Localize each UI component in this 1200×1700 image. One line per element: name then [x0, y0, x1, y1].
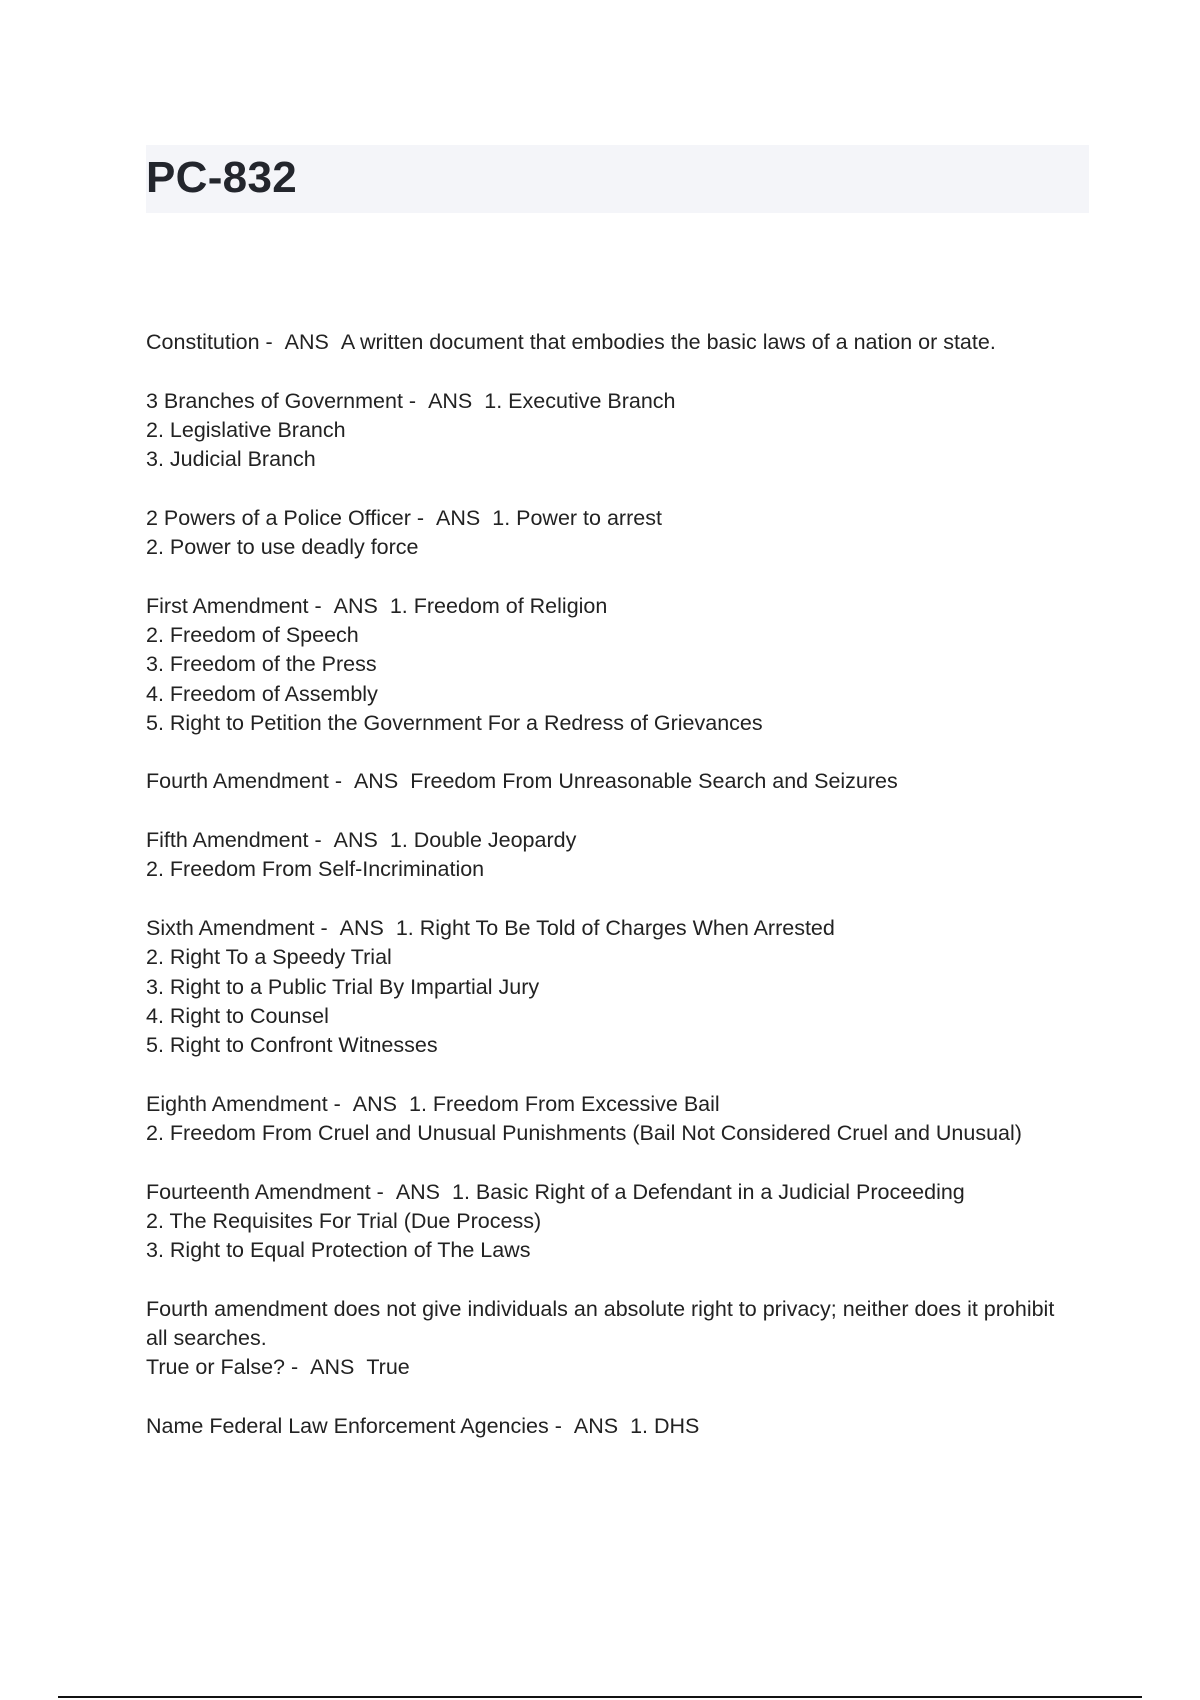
- question-line: Fourth amendment does not give individuals an absolute right to privacy; neither does it prohibit: [146, 1296, 1055, 1321]
- answer-text: 1. Right To Be Told of Charges When Arrested: [395, 915, 835, 940]
- answer-line: 2. The Requisites For Trial (Due Process): [146, 1208, 542, 1233]
- title-band: [146, 145, 1089, 213]
- qa-entry: [146, 1178, 1086, 1266]
- term: Fourth Amendment -: [146, 769, 342, 794]
- answer-line: 3. Freedom of the Press: [146, 652, 377, 677]
- term: Constitution -: [146, 330, 273, 354]
- qa-first-line: [146, 328, 1086, 357]
- term: Sixth Amendment -: [146, 915, 328, 940]
- qa-first-line: [146, 914, 1086, 943]
- ans-label: ANS: [333, 593, 378, 618]
- term: Name Federal Law Enforcement Agencies -: [146, 1413, 562, 1438]
- answer-line: 2. Freedom of Speech: [146, 622, 359, 647]
- answer-line: 2. Freedom From Cruel and Unusual Punishments (Bail Not Considered Cruel and Unusual): [146, 1121, 1022, 1146]
- answer-line: 4. Freedom of Assembly: [146, 681, 378, 706]
- qa-entry: [146, 767, 1086, 796]
- ans-label: ANS: [333, 828, 378, 853]
- term: First Amendment -: [146, 593, 322, 618]
- qa-first-line: [146, 826, 1086, 855]
- answer-line: 5. Right to Petition the Government For a Redress of Grievances: [146, 710, 763, 735]
- qa-first-line: [146, 1353, 1086, 1382]
- document-title: PC-832: [146, 153, 297, 202]
- ans-label: ANS: [339, 915, 384, 940]
- term: Eighth Amendment -: [146, 1091, 341, 1116]
- answer-line: 4. Right to Counsel: [146, 1003, 329, 1028]
- ans-label: ANS: [428, 388, 473, 413]
- ans-label: ANS: [284, 330, 329, 354]
- question-line: all searches.: [146, 1326, 267, 1351]
- qa-entry: [146, 592, 1086, 738]
- ans-label: ANS: [310, 1355, 355, 1380]
- answer-line: 3. Right to a Public Trial By Impartial Jury: [146, 974, 540, 999]
- term: 2 Powers of a Police Officer -: [146, 505, 425, 530]
- answer-text: 1. DHS: [630, 1413, 700, 1438]
- answer-text: A written document that embodies the basic laws of a nation or state.: [340, 330, 996, 354]
- ans-label: ANS: [395, 1179, 441, 1204]
- answer-line: 5. Right to Confront Witnesses: [146, 1033, 438, 1058]
- footer-rule: [58, 1696, 1142, 1698]
- answer-line: 2. Freedom From Self-Incrimination: [146, 857, 485, 882]
- qa-first-line: [146, 387, 1086, 416]
- qa-entry: [146, 1090, 1086, 1149]
- answer-text: 1. Basic Right of a Defendant in a Judicial Proceeding: [452, 1179, 965, 1204]
- answer-text: 1. Executive Branch: [484, 388, 676, 413]
- flashcard-list: [146, 328, 1086, 1471]
- term: 3 Branches of Government -: [146, 388, 417, 413]
- qa-entry: [146, 1295, 1086, 1383]
- answer-line: 2. Power to use deadly force: [146, 535, 419, 560]
- qa-entry: [146, 387, 1086, 475]
- answer-text: True: [366, 1355, 410, 1380]
- qa-entry: [146, 914, 1086, 1060]
- qa-first-line: [146, 767, 1086, 796]
- qa-first-line: [146, 1412, 1086, 1441]
- answer-text: 1. Freedom From Excessive Bail: [409, 1091, 720, 1116]
- qa-first-line: [146, 1090, 1086, 1119]
- answer-text: 1. Double Jeopardy: [389, 828, 577, 853]
- ans-label: ANS: [436, 505, 481, 530]
- answer-text: 1. Freedom of Religion: [389, 593, 608, 618]
- answer-line: 3. Right to Equal Protection of The Laws: [146, 1238, 531, 1263]
- term: Fourteenth Amendment -: [146, 1179, 384, 1204]
- qa-entry: [146, 826, 1086, 885]
- term: Fifth Amendment -: [146, 828, 322, 853]
- qa-entry: [146, 1412, 1086, 1441]
- term: True or False? -: [146, 1355, 299, 1380]
- answer-line: 2. Right To a Speedy Trial: [146, 945, 392, 970]
- answer-text: Freedom From Unreasonable Search and Seizures: [410, 769, 898, 794]
- ans-label: ANS: [352, 1091, 398, 1116]
- ans-label: ANS: [353, 769, 399, 794]
- answer-line: 3. Judicial Branch: [146, 447, 316, 472]
- qa-first-line: [146, 592, 1086, 621]
- ans-label: ANS: [573, 1413, 619, 1438]
- answer-text: 1. Power to arrest: [492, 505, 662, 530]
- answer-line: 2. Legislative Branch: [146, 417, 346, 442]
- qa-entry: [146, 504, 1086, 563]
- qa-first-line: [146, 504, 1086, 533]
- qa-first-line: [146, 1178, 1086, 1207]
- qa-entry: [146, 328, 1086, 357]
